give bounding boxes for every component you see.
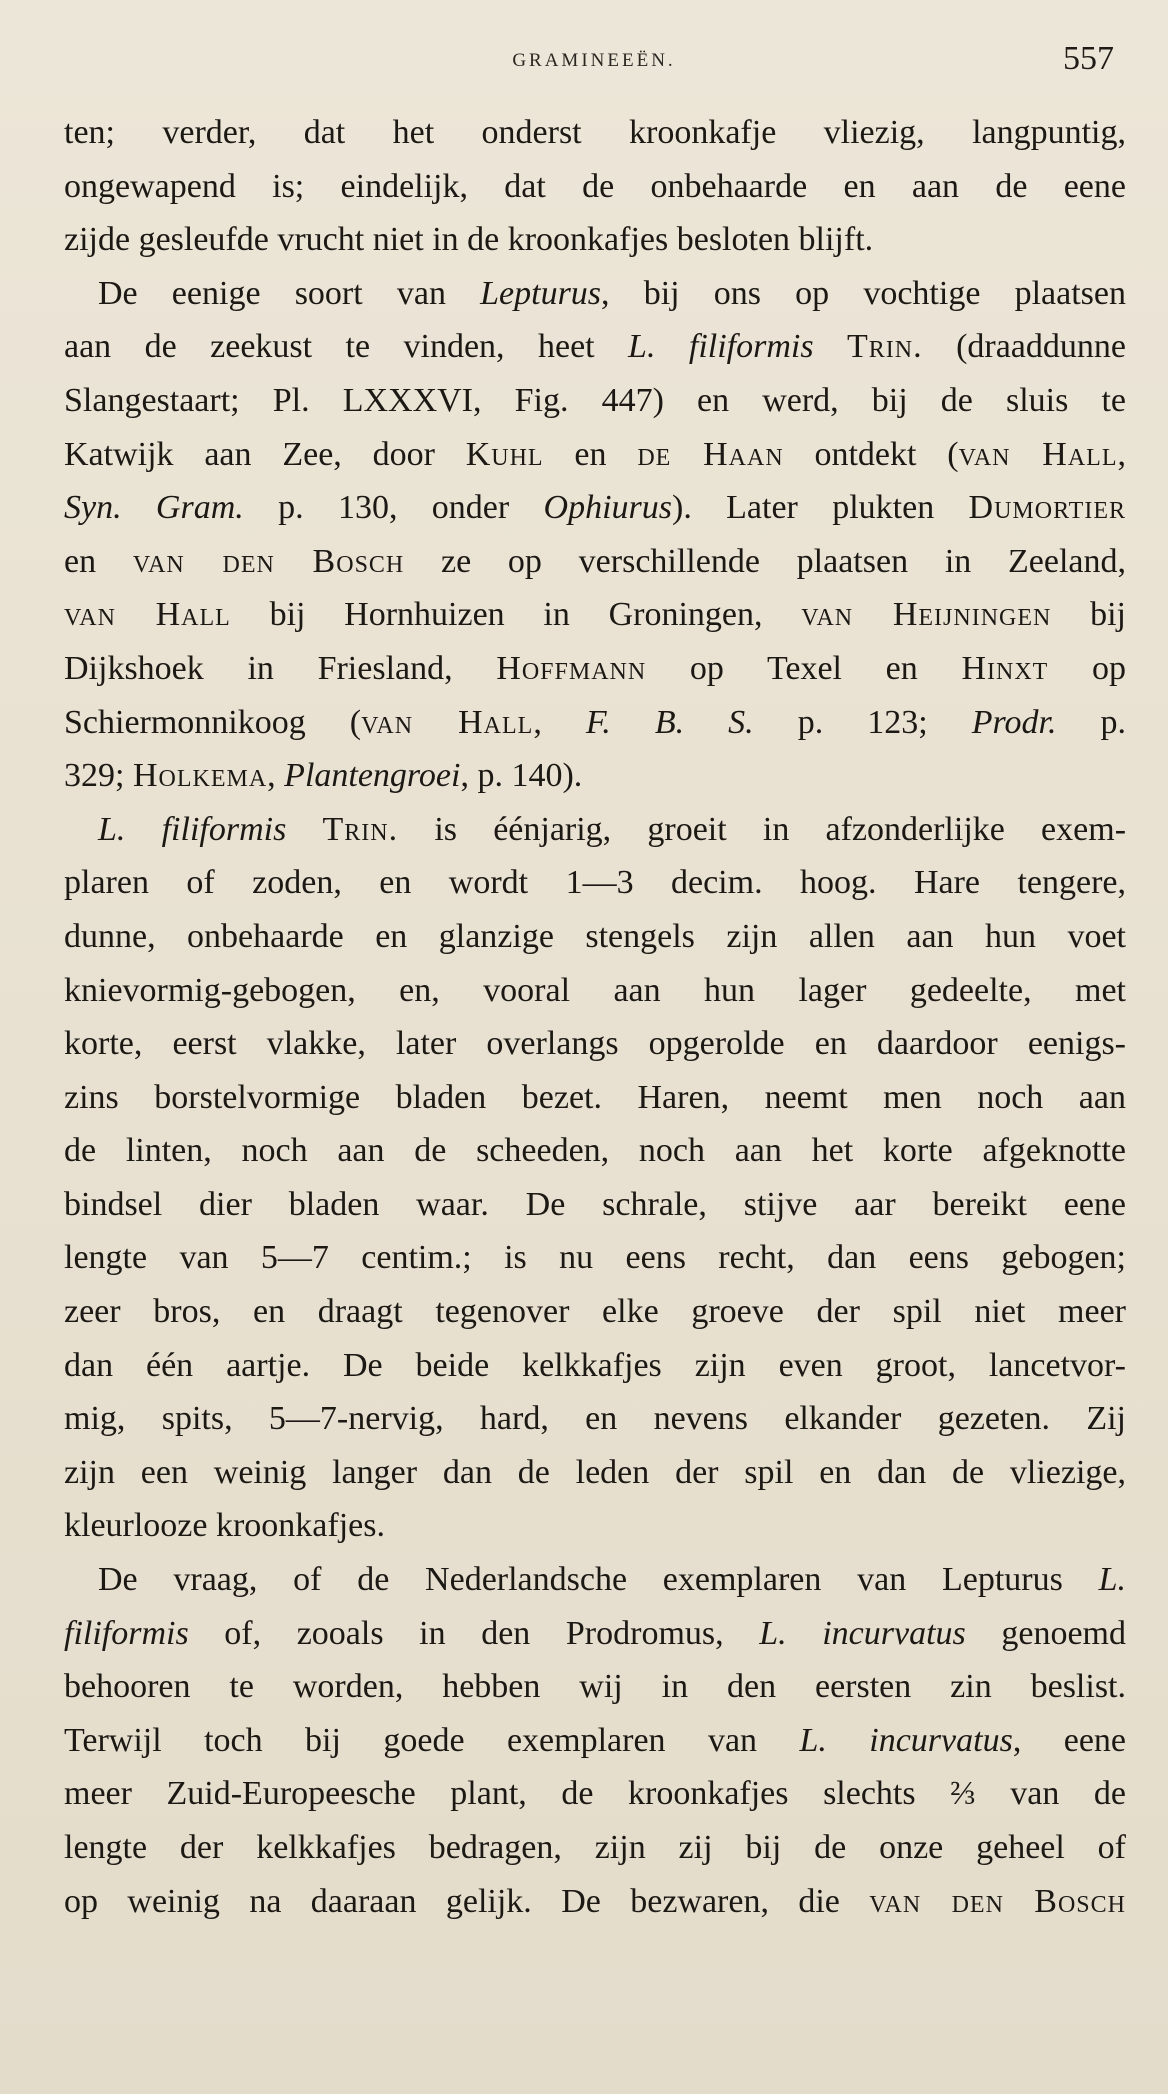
text-line-17: knievormig-gebogen, en, vooral aan hun lager gedeelte, met	[64, 971, 1126, 1009]
author-name: van den Bosch	[869, 1882, 1126, 1920]
author-name: van Hall	[64, 596, 231, 634]
body-text	[64, 106, 1126, 1928]
text-line-9: en van den Bosch ze op verschillende plaatsen in Zeeland,	[64, 542, 1126, 580]
text-line-5: aan de zeekust te vinden, heet L. filiformis Trin. (draaddunne	[64, 328, 1126, 366]
text-line-28: De vraag, of de Nederlandsche exemplaren van Lepturus L.	[98, 1561, 1126, 1599]
author-name: Trin.	[322, 810, 399, 848]
text-line-29: filiformis of, zooals in den Prodromus, L. incurvatus genoemd	[64, 1614, 1126, 1652]
author-name: Trin.	[847, 328, 923, 366]
genus-name: Ophiurus	[543, 489, 672, 527]
genus-name: Lepturus	[480, 274, 602, 312]
text-line-4: De eenige soort van Lepturus, bij ons op vochtige plaatsen	[98, 274, 1126, 312]
running-title: GRAMINEEËN.	[512, 50, 676, 71]
text-line-11: Dijkshoek in Friesland, Hoffmann op Texel en Hinxt op	[64, 649, 1126, 687]
author-name: de Haan	[637, 435, 784, 473]
species-name: L. filiformis	[628, 328, 814, 366]
author-name: Dumortier	[968, 489, 1126, 527]
author-name: Holkema	[132, 757, 268, 795]
text-line-15: plaren of zoden, en wordt 1—3 decim. hoog. Hare tengere,	[64, 864, 1126, 902]
text-line-21: bindsel dier bladen waar. De schrale, stijve aar bereikt eene	[64, 1185, 1126, 1223]
text-line-10: van Hall bij Hornhuizen in Groningen, van Heijningen bij	[64, 596, 1126, 634]
work-title: Plantengroei	[284, 757, 461, 795]
author-name: Kuhl	[465, 435, 544, 473]
text-line-16: dunne, onbehaarde en glanzige stengels zijn allen aan hun voet	[64, 917, 1126, 955]
species-name: L. incurvatus	[799, 1721, 1013, 1759]
text-line-13: 329; Holkema, Plantengroei, p. 140).	[64, 757, 583, 795]
author-name: Hinxt	[961, 649, 1049, 687]
text-line-7: Katwijk aan Zee, door Kuhl en de Haan ontdekt (van Hall,	[64, 435, 1127, 473]
work-title: Prodr.	[971, 703, 1057, 741]
species-name: L. incurvatus	[759, 1614, 966, 1652]
author-name: van Hall	[361, 703, 534, 741]
text-line-18: korte, eerst vlakke, later overlangs opgerolde en daardoor eenigs-	[64, 1025, 1126, 1063]
text-line-24: dan één aartje. De beide kelkkafjes zijn even groot, lancetvor-	[64, 1346, 1126, 1384]
text-line-19: zins borstelvormige bladen bezet. Haren, neemt men noch aan	[64, 1078, 1126, 1116]
text-line-25: mig, spits, 5—7-nervig, hard, en nevens elkander gezeten. Zij	[64, 1400, 1126, 1438]
text-line-26: zijn een weinig langer dan de leden der spil en dan de vliezige,	[64, 1453, 1126, 1491]
text-line-33: lengte der kelkkafjes bedragen, zijn zij bij de onze geheel of	[64, 1829, 1126, 1866]
text-line-2: ongewapend is; eindelijk, dat de onbehaarde en aan de eene	[64, 167, 1126, 205]
text-line-3: zijde gesleufde vrucht niet in de kroonkafjes besloten blijft.	[64, 221, 874, 259]
species-name: L. filiformis	[98, 810, 287, 848]
text-line-8: Syn. Gram. p. 130, onder Ophiurus). Later plukten Dumortier	[64, 489, 1126, 527]
text-line-27: kleurlooze kroonkafjes.	[64, 1507, 385, 1545]
text-line-32: meer Zuid-Europeesche plant, de kroonkafjes slechts ⅔ van de	[64, 1775, 1126, 1813]
text-line-12: Schiermonnikoog (van Hall, F. B. S. p. 123; Prodr. p.	[64, 703, 1127, 741]
text-line-14: L. filiformis Trin. is éénjarig, groeit in afzonderlijke exem-	[98, 810, 1127, 848]
species-name: filiformis	[64, 1614, 189, 1652]
text-line-23: zeer bros, en draagt tegenover elke groeve der spil niet meer	[64, 1293, 1126, 1331]
author-name: van Heijningen	[801, 596, 1052, 634]
text-line-31: Terwijl toch bij goede exemplaren van L. incurvatus, eene	[64, 1721, 1126, 1759]
text-line-34: op weinig na daaraan gelijk. De bezwaren, die van den Bosch	[64, 1882, 1126, 1920]
author-name: van den Bosch	[132, 542, 405, 580]
text-line-22: lengte van 5—7 centim.; is nu eens recht, dan eens gebogen;	[64, 1239, 1126, 1277]
text-line-1: ten; verder, dat het onderst kroonkafje vliezig, langpuntig,	[64, 114, 1126, 151]
work-title: Syn. Gram.	[64, 489, 244, 527]
author-name: van Hall	[958, 435, 1118, 473]
text-line-30: behooren te worden, hebben wij in den eersten zin beslist.	[64, 1668, 1126, 1706]
text-line-20: de linten, noch aan de scheeden, noch aan het korte afgeknotte	[64, 1132, 1126, 1170]
author-name: Hoffmann	[496, 649, 647, 687]
running-head	[64, 40, 1124, 106]
work-title: F. B. S.	[585, 703, 754, 741]
text-line-6: Slangestaart; Pl. LXXXVI, Fig. 447) en werd, bij de sluis te	[64, 381, 1126, 419]
page-number: 557	[1063, 40, 1114, 77]
species-name: L.	[1098, 1561, 1126, 1599]
